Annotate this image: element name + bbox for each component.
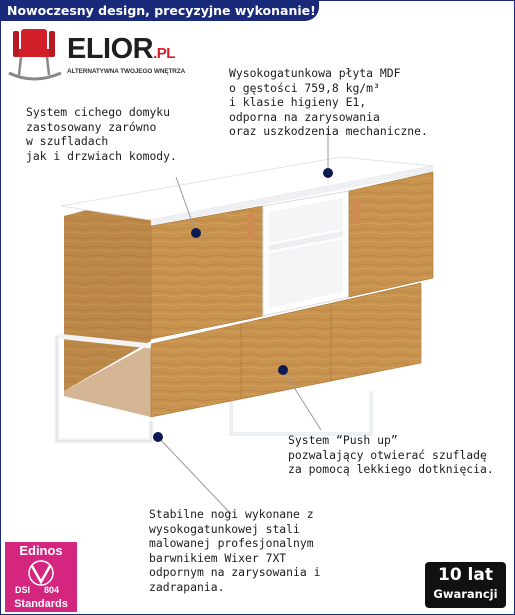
edinos-emblem-icon	[21, 560, 61, 586]
edinos-name: Edinos	[19, 543, 63, 558]
right-handle	[353, 199, 360, 223]
back-leg-frame	[231, 391, 371, 434]
callout-push-up: System “Push up” pozwalający otwierać szufladę za pomocą lekkiego dotknięcia.	[288, 433, 494, 476]
callout-mdf: Wysokogatunkowa płyta MDF o gęstości 759,8 kg/m³ i klasie higieny E1, odporna na zarysowania oraz uszkodzenia mechaniczne.	[229, 66, 428, 138]
right-door	[349, 172, 433, 297]
warranty-badge	[425, 562, 506, 608]
callout-legs: Stabilne nogi wykonane z wysokogatunkowej stali malowanej profesjonalnym barwnikiem Wixer 7XT odpornym na zarysowania i zadrapania.	[149, 507, 321, 594]
callout-soft-close: System cichego domyku zastosowany zarówno w szufladach jak i drzwiach komody.	[26, 105, 177, 163]
left-door	[151, 206, 263, 339]
logo-tagline: ALTERNATYWNA TWOJEGO WNĘTRZA	[67, 68, 186, 75]
top-banner: Nowoczesny design, precyzyjne wykonanie!	[1, 1, 319, 21]
warranty-years: 10 lat	[437, 565, 493, 585]
logo-wordmark: ELIOR.PL	[67, 33, 175, 65]
edinos-standards: Standards	[14, 598, 68, 610]
warranty-label: Gwarancji	[433, 587, 498, 601]
callout-dot-icon	[323, 168, 333, 178]
edinos-dsi: DSI	[15, 585, 31, 595]
edinos-number: 804	[44, 585, 60, 595]
edinos-badge	[5, 542, 77, 612]
callout-dot-icon	[153, 432, 163, 442]
callout-dot-icon	[191, 228, 201, 238]
callout-dot-icon	[278, 365, 288, 375]
left-handle	[247, 213, 254, 239]
